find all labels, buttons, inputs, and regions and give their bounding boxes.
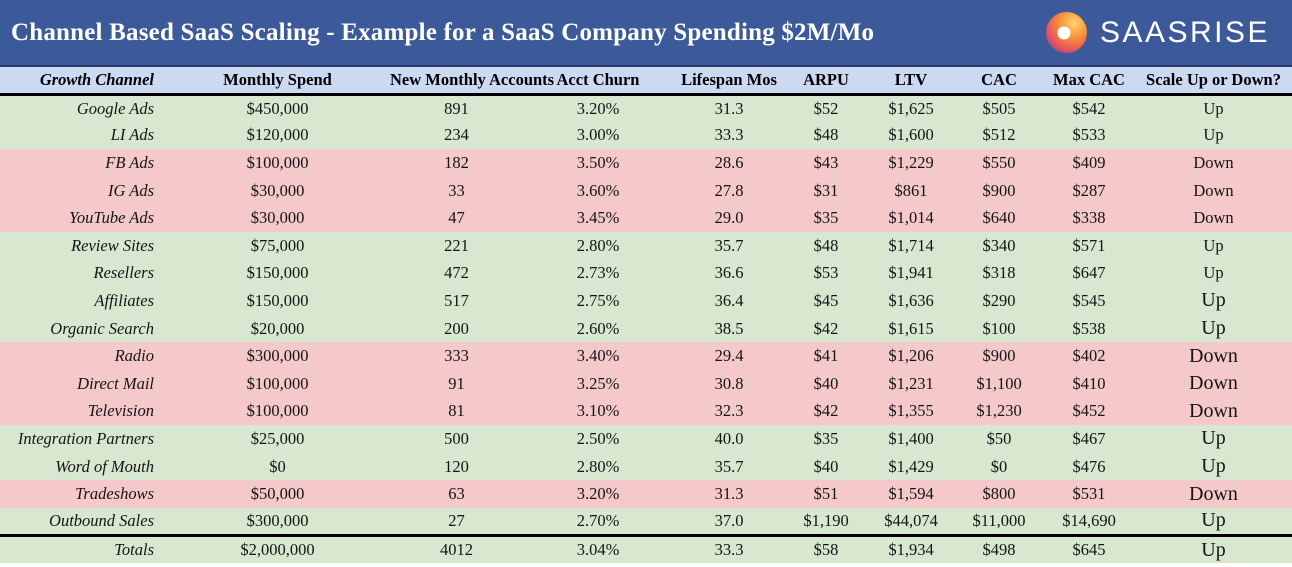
cell-monthly_spend: $450,000: [246, 98, 309, 118]
cell-lifespan_mos: 31.3: [714, 98, 744, 118]
cell-lifespan_mos: 27.8: [714, 180, 744, 200]
column-header-lifespan-mos: Lifespan Mos: [681, 69, 777, 89]
cell-new_monthly_accounts: 120: [444, 456, 469, 476]
cell-ltv: $1,429: [888, 456, 934, 476]
cell-scale: Up: [1203, 98, 1224, 118]
cell-acct_churn: 2.60%: [576, 318, 620, 338]
cell-arpu: $48: [813, 125, 839, 145]
cell-acct_churn: 3.04%: [576, 540, 620, 560]
cell-new_monthly_accounts: 63: [448, 484, 465, 504]
cell-acct_churn: 2.50%: [576, 428, 620, 448]
cell-arpu: $40: [813, 456, 839, 476]
cell-arpu: $42: [813, 318, 839, 338]
cell-ltv: $1,934: [888, 540, 934, 560]
row-outbound-sales: [0, 508, 1292, 536]
row-television: [0, 398, 1292, 426]
cell-arpu: $43: [813, 152, 839, 172]
cell-lifespan_mos: 35.7: [714, 235, 744, 255]
cell-arpu: $53: [813, 263, 839, 283]
cell-cac: $0: [990, 456, 1008, 476]
cell-scale: Down: [1193, 208, 1234, 228]
cell-scale: Down: [1189, 399, 1238, 422]
cell-lifespan_mos: 36.6: [714, 263, 744, 283]
cell-arpu: $1,190: [803, 510, 849, 530]
cell-monthly_spend: $100,000: [246, 152, 309, 172]
cell-new_monthly_accounts: 472: [444, 263, 469, 283]
cell-scale: Up: [1203, 263, 1224, 283]
cell-arpu: $35: [813, 428, 839, 448]
cell-scale: Up: [1201, 317, 1226, 340]
cell-max_cac: $14,690: [1062, 510, 1116, 530]
column-header-acct-churn: Acct Churn: [556, 69, 640, 89]
row-affiliates: [0, 287, 1292, 315]
cell-lifespan_mos: 31.3: [714, 484, 744, 504]
cell-channel: Review Sites: [71, 235, 154, 255]
cell-max_cac: $467: [1072, 428, 1106, 448]
cell-channel: Tradeshows: [75, 484, 154, 504]
cell-ltv: $1,355: [888, 401, 934, 421]
cell-max_cac: $538: [1072, 318, 1106, 338]
cell-channel: Television: [87, 401, 154, 421]
cell-monthly_spend: $300,000: [246, 346, 309, 366]
page-title: Channel Based SaaS Scaling - Example for a SaaS Company Spending $2M/Mo: [11, 18, 875, 46]
cell-acct_churn: 3.20%: [576, 484, 620, 504]
row-tradeshows: [0, 480, 1292, 508]
cell-monthly_spend: $30,000: [250, 180, 305, 200]
cell-lifespan_mos: 35.7: [714, 456, 744, 476]
cell-arpu: $51: [813, 484, 839, 504]
cell-monthly_spend: $0: [269, 456, 286, 476]
cell-scale: Up: [1201, 455, 1226, 478]
cell-scale: Up: [1201, 538, 1226, 561]
cell-acct_churn: 3.10%: [576, 401, 620, 421]
cell-ltv: $1,636: [888, 290, 934, 310]
cell-channel: Resellers: [93, 263, 154, 283]
cell-monthly_spend: $75,000: [250, 235, 305, 255]
cell-arpu: $41: [813, 346, 839, 366]
cell-lifespan_mos: 40.0: [714, 428, 744, 448]
cell-lifespan_mos: 37.0: [714, 510, 744, 530]
cell-acct_churn: 3.20%: [576, 98, 620, 118]
row-word-of-mouth: [0, 453, 1292, 481]
cell-cac: $512: [982, 125, 1016, 145]
cell-monthly_spend: $120,000: [246, 125, 309, 145]
cell-arpu: $42: [813, 401, 839, 421]
cell-acct_churn: 2.73%: [576, 263, 620, 283]
cell-lifespan_mos: 36.4: [714, 290, 744, 310]
cell-scale: Up: [1201, 509, 1226, 532]
column-header-new-monthly-accounts: New Monthly Accounts: [390, 69, 555, 89]
cell-max_cac: $645: [1072, 540, 1106, 560]
row-radio: [0, 342, 1292, 370]
cell-channel: Affiliates: [94, 290, 154, 310]
cell-new_monthly_accounts: 27: [448, 510, 465, 530]
cell-acct_churn: 3.50%: [576, 152, 620, 172]
cell-lifespan_mos: 32.3: [714, 401, 744, 421]
cell-channel: YouTube Ads: [69, 208, 154, 228]
cell-scale: Up: [1201, 289, 1226, 312]
cell-channel: IG Ads: [108, 180, 154, 200]
cell-acct_churn: 3.45%: [576, 208, 620, 228]
row-direct-mail: [0, 370, 1292, 398]
row-li-ads: [0, 122, 1292, 150]
cell-ltv: $1,206: [888, 346, 934, 366]
cell-channel: Radio: [114, 346, 154, 366]
cell-monthly_spend: $100,000: [246, 401, 309, 421]
cell-monthly_spend: $30,000: [250, 208, 305, 228]
cell-max_cac: $476: [1072, 456, 1106, 476]
cell-monthly_spend: $150,000: [246, 263, 309, 283]
cell-monthly_spend: $2,000,000: [240, 540, 315, 560]
cell-arpu: $58: [813, 540, 839, 560]
cell-ltv: $861: [894, 180, 928, 200]
cell-acct_churn: 2.70%: [576, 510, 620, 530]
cell-monthly_spend: $20,000: [250, 318, 305, 338]
cell-channel: Totals: [114, 540, 154, 560]
cell-ltv: $1,231: [888, 373, 934, 393]
cell-scale: Up: [1203, 235, 1224, 255]
saasrise-logo: [1046, 12, 1270, 53]
cell-max_cac: $287: [1072, 180, 1106, 200]
cell-ltv: $1,600: [888, 125, 934, 145]
cell-arpu: $40: [813, 373, 839, 393]
row-organic-search: [0, 315, 1292, 343]
column-header-scale-up-or-down: Scale Up or Down?: [1146, 69, 1281, 89]
cell-new_monthly_accounts: 333: [444, 346, 469, 366]
row-google-ads: [0, 94, 1292, 122]
cell-lifespan_mos: 33.3: [714, 540, 744, 560]
cell-new_monthly_accounts: 81: [448, 401, 465, 421]
cell-max_cac: $545: [1072, 290, 1106, 310]
cell-lifespan_mos: 33.3: [714, 125, 744, 145]
cell-max_cac: $531: [1072, 484, 1106, 504]
cell-max_cac: $533: [1072, 125, 1106, 145]
cell-scale: Down: [1193, 180, 1234, 200]
cell-new_monthly_accounts: 221: [444, 235, 469, 255]
cell-ltv: $1,014: [888, 208, 934, 228]
cell-monthly_spend: $25,000: [250, 428, 305, 448]
cell-cac: $640: [982, 208, 1016, 228]
saasrise-logo-text: SAASRISE: [1099, 15, 1270, 49]
cell-new_monthly_accounts: 200: [444, 318, 469, 338]
column-header-cac: CAC: [981, 69, 1017, 89]
cell-max_cac: $452: [1072, 401, 1106, 421]
cell-max_cac: $571: [1072, 235, 1106, 255]
cell-cac: $550: [982, 152, 1016, 172]
cell-channel: Integration Partners: [17, 428, 154, 448]
cell-acct_churn: 2.80%: [576, 456, 620, 476]
column-header-max-cac: Max CAC: [1053, 69, 1125, 89]
row-youtube-ads: [0, 204, 1292, 232]
cell-arpu: $45: [813, 290, 839, 310]
cell-acct_churn: 2.80%: [576, 235, 620, 255]
cell-ltv: $44,074: [884, 510, 938, 530]
totals-row: [0, 536, 1292, 564]
cell-scale: Down: [1193, 152, 1234, 172]
cell-cac: $800: [982, 484, 1016, 504]
cell-ltv: $1,594: [888, 484, 934, 504]
cell-cac: $505: [982, 98, 1016, 118]
cell-max_cac: $409: [1072, 152, 1106, 172]
column-header-ltv: LTV: [894, 69, 928, 89]
row-integration-partners: [0, 425, 1292, 453]
cell-channel: Word of Mouth: [55, 456, 154, 476]
cell-lifespan_mos: 30.8: [714, 373, 744, 393]
cell-monthly_spend: $50,000: [250, 484, 305, 504]
cell-max_cac: $410: [1072, 373, 1106, 393]
column-header-arpu: ARPU: [803, 69, 849, 89]
cell-lifespan_mos: 38.5: [714, 318, 744, 338]
cell-cac: $498: [982, 540, 1016, 560]
column-header-growth-channel: Growth Channel: [39, 69, 154, 89]
cell-new_monthly_accounts: 234: [444, 125, 469, 145]
cell-new_monthly_accounts: 47: [448, 208, 465, 228]
cell-cac: $318: [982, 263, 1016, 283]
cell-cac: $1,100: [976, 373, 1022, 393]
row-review-sites: [0, 232, 1292, 260]
cell-new_monthly_accounts: 4012: [440, 540, 473, 560]
cell-channel: Direct Mail: [77, 373, 154, 393]
cell-scale: Down: [1189, 344, 1238, 367]
cell-channel: Google Ads: [76, 98, 154, 118]
banner: [0, 0, 1292, 67]
cell-monthly_spend: $300,000: [246, 510, 309, 530]
cell-lifespan_mos: 28.6: [714, 152, 744, 172]
cell-channel: LI Ads: [110, 125, 154, 145]
cell-acct_churn: 3.25%: [576, 373, 620, 393]
cell-ltv: $1,400: [888, 428, 934, 448]
cell-new_monthly_accounts: 517: [444, 290, 469, 310]
cell-ltv: $1,941: [888, 263, 934, 283]
cell-arpu: $52: [813, 98, 839, 118]
row-resellers: [0, 260, 1292, 288]
channel-scaling-table: [0, 67, 1292, 563]
cell-scale: Up: [1201, 427, 1226, 450]
cell-channel: FB Ads: [105, 152, 154, 172]
cell-cac: $900: [982, 346, 1016, 366]
cell-monthly_spend: $100,000: [246, 373, 309, 393]
cell-ltv: $1,625: [888, 98, 934, 118]
cell-max_cac: $338: [1072, 208, 1106, 228]
cell-acct_churn: 2.75%: [576, 290, 620, 310]
cell-cac: $1,230: [976, 401, 1022, 421]
column-header-monthly-spend: Monthly Spend: [223, 69, 332, 89]
cell-scale: Up: [1203, 125, 1224, 145]
cell-ltv: $1,615: [888, 318, 934, 338]
cell-cac: $50: [986, 428, 1012, 448]
cell-scale: Down: [1189, 482, 1238, 505]
cell-acct_churn: 3.40%: [576, 346, 620, 366]
cell-max_cac: $402: [1072, 346, 1106, 366]
cell-cac: $340: [982, 235, 1016, 255]
row-fb-ads: [0, 149, 1292, 177]
cell-new_monthly_accounts: 182: [444, 152, 469, 172]
cell-arpu: $31: [813, 180, 839, 200]
cell-lifespan_mos: 29.0: [714, 208, 744, 228]
cell-max_cac: $542: [1072, 98, 1106, 118]
cell-acct_churn: 3.60%: [576, 180, 620, 200]
cell-new_monthly_accounts: 91: [448, 373, 465, 393]
cell-cac: $11,000: [972, 510, 1026, 530]
cell-max_cac: $647: [1072, 263, 1106, 283]
cell-arpu: $48: [813, 235, 839, 255]
cell-cac: $290: [982, 290, 1016, 310]
cell-ltv: $1,229: [888, 152, 934, 172]
cell-scale: Down: [1189, 372, 1238, 395]
table-body: [0, 94, 1292, 563]
cell-new_monthly_accounts: 500: [444, 428, 469, 448]
cell-cac: $900: [982, 180, 1016, 200]
row-ig-ads: [0, 177, 1292, 205]
cell-cac: $100: [982, 318, 1016, 338]
cell-new_monthly_accounts: 33: [448, 180, 465, 200]
cell-channel: Outbound Sales: [49, 510, 154, 530]
cell-lifespan_mos: 29.4: [714, 346, 744, 366]
cell-monthly_spend: $150,000: [246, 290, 309, 310]
table-header-row: [0, 67, 1292, 94]
cell-acct_churn: 3.00%: [576, 125, 620, 145]
cell-ltv: $1,714: [888, 235, 934, 255]
cell-channel: Organic Search: [50, 318, 154, 338]
cell-arpu: $35: [813, 208, 839, 228]
saasrise-orb-icon: [1046, 12, 1087, 53]
cell-new_monthly_accounts: 891: [444, 98, 469, 118]
